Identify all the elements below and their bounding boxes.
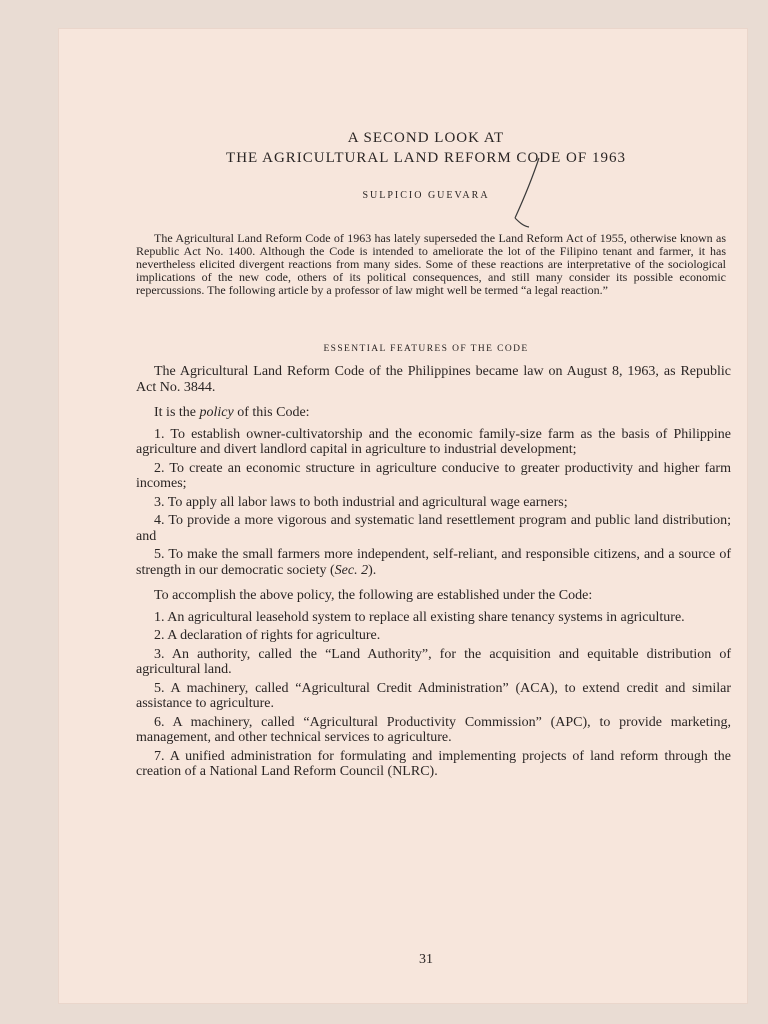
author-name: SULPICIO GUEVARA [362,190,490,201]
list-item: 3. To apply all labor laws to both industrial and agricultural wage earners; [154,494,568,510]
list-item: 5. A machinery, called “Agricultural Credit Administration” (ACA), to extend credit and similar assistance to agriculture. [136,680,731,711]
section-reference: Sec. 2 [334,562,369,578]
list-item: 2. To create an economic structure in agriculture conducive to greater productivity and higher farm incomes; [136,460,731,491]
document-page [58,28,748,1004]
title-line-1: A SECOND LOOK AT [347,130,505,146]
list-item [136,547,731,578]
article-body [136,364,731,783]
list-item: 6. A machinery, called “Agricultural Productivity Commission” (APC), to provide marketing, management, and other technical services to agriculture. [136,714,731,745]
list-item: 1. An agricultural leasehold system to replace all existing share tenancy systems in agriculture. [154,609,685,625]
page-number: 31 [419,952,433,967]
article-abstract: The Agricultural Land Reform Code of 1963 has lately superseded the Land Reform Act of 1955, otherwise known as Republic Act No. 1400. Although the Code is intended to ameliorate the lot of the Filipino tenant and farmer, it has nevertheless elicited divergent reactions from many sides. Some of these reactions are interpretative of the sociological implications of the new code, others of its political consequences, and still many consider its possible economic repercussions. The following article by a professor of law might well be termed “a legal reaction.” [136,231,726,297]
policy-emphasis: policy [199,405,234,420]
list-item: 7. A unified administration for formulating and implementing projects of land reform through the creation of a National Land Reform Council (NLRC). [136,748,731,779]
title-line-2: THE AGRICULTURAL LAND REFORM CODE OF 1963 [226,150,626,166]
item-text: 5. To make the small farmers more independent, self-reliant, and responsible citizens, and a source of strength in our democratic society ( [136,547,731,578]
intro-paragraph: The Agricultural Land Reform Code of the Philippines became law on August 8, 1963, as Republic Act No. 3844. [136,364,731,395]
policy-text-post: of this Code: [233,405,310,420]
article-title [116,128,736,168]
policy-text-pre: It is the [154,405,200,420]
policy-paragraph [136,405,731,421]
accomplish-paragraph: To accomplish the above policy, the following are established under the Code: [154,588,593,603]
item-end: ). [368,562,377,578]
list-item: 4. To provide a more vigorous and systematic land resettlement program and public land distribution; and [136,513,731,544]
section-heading: ESSENTIAL FEATURES OF THE CODE [323,344,529,354]
list-item: 3. An authority, called the “Land Authority”, for the acquisition and equitable distribution of agricultural land. [136,646,731,677]
list-item: 2. A declaration of rights for agriculture. [154,628,381,643]
list-item: 1. To establish owner-cultivatorship and the economic family-size farm as the basis of Philippine agriculture and divert landlord capital in agriculture to industrial development; [136,426,731,457]
